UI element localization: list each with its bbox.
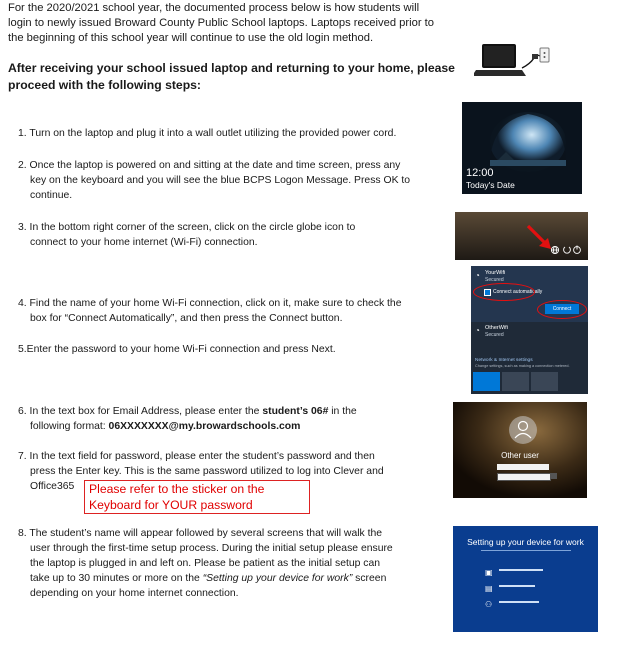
sign-in-arrow-icon[interactable] bbox=[550, 473, 557, 479]
step-3-line-1: 3. In the bottom right corner of the screen, click on the circle globe icon to bbox=[18, 222, 356, 233]
step-8-line-1: 8. The student’s name will appear followed by several screens that will walk the bbox=[18, 528, 383, 539]
wifi-settings-sub: Change settings, such as making a connection metered. bbox=[475, 364, 570, 368]
wifi-net2-status: Secured bbox=[485, 332, 504, 338]
highlight-circle-connect bbox=[537, 300, 587, 319]
wifi-tile-airplane[interactable] bbox=[502, 372, 529, 391]
setup-step-bar-2 bbox=[499, 585, 535, 587]
step-4-line-1: 4. Find the name of your home Wi-Fi connection, click on it, make sure to check the bbox=[18, 298, 402, 309]
highlight-circle bbox=[473, 283, 535, 301]
step-2 bbox=[18, 158, 410, 203]
step-6-email-format: 06XXXXXXX@my.browardschools.com bbox=[108, 421, 301, 432]
lock-screen-image bbox=[462, 102, 582, 194]
wifi-panel-image bbox=[471, 266, 588, 394]
intro-paragraph bbox=[8, 1, 434, 46]
step-6 bbox=[18, 404, 357, 434]
step-1 bbox=[18, 126, 396, 141]
step-5 bbox=[18, 342, 336, 357]
step-8-line-5: depending on your home internet connection. bbox=[30, 588, 239, 599]
wifi-tile-active[interactable] bbox=[473, 372, 500, 391]
step-7-line-1: 7. In the text field for password, please enter the student’s password and then bbox=[18, 451, 375, 462]
heading-line-2: proceed with the following steps: bbox=[8, 78, 201, 92]
password-field[interactable] bbox=[497, 473, 551, 481]
notice-line-1: Please refer to the sticker on the bbox=[89, 482, 265, 496]
step-8-setup-screen-name: “Setting up your device for work” bbox=[202, 573, 353, 584]
step-3-line-2: connect to your home internet (Wi-Fi) connection. bbox=[30, 237, 258, 248]
step-8-text-post: screen bbox=[352, 573, 387, 584]
step-2-line-1: 2. Once the laptop is powered on and sitting at the date and time screen, press any bbox=[18, 160, 401, 171]
wifi-net2-name: OtherWifi bbox=[485, 325, 508, 331]
step-3 bbox=[18, 220, 355, 250]
step-8-line-3: the laptop is plugged in and left on. Please be patient as the initial setup can bbox=[30, 558, 381, 569]
lock-date: Today's Date bbox=[466, 180, 515, 190]
step-8-text-pre: take up to 30 minutes or more on the bbox=[30, 573, 203, 584]
wifi-selected-network bbox=[471, 266, 588, 322]
login-user-label: Other user bbox=[501, 451, 539, 460]
step-2-line-3: continue. bbox=[30, 190, 73, 201]
wifi-settings-link[interactable]: Network & Internet settings bbox=[475, 358, 533, 363]
step-7-line-2: press the Enter key. This is the same password utilized to log into Clever and bbox=[30, 466, 384, 477]
setup-screen-image bbox=[453, 526, 598, 632]
setup-step-bar-1 bbox=[499, 569, 543, 571]
wifi-signal-icon: ◔ bbox=[475, 271, 480, 280]
setup-step-icon-3: ⚇ bbox=[485, 600, 493, 609]
wifi-net1-status: Secured bbox=[485, 277, 504, 283]
step-8-line-2: user through the first-time setup process. During the initial setup please ensure bbox=[30, 543, 393, 554]
step-6-text-post: in the bbox=[328, 406, 357, 417]
setup-step-bar-3 bbox=[499, 601, 539, 603]
step-6-bold-06: student’s 06# bbox=[262, 406, 329, 417]
wifi-tile-hotspot[interactable] bbox=[531, 372, 558, 391]
taskbar-image bbox=[455, 212, 588, 260]
heading-line-1: After receiving your school issued laptop and returning to your home, please bbox=[8, 61, 455, 75]
laptop-power-image bbox=[474, 40, 554, 82]
wifi-net1-name: YourWifi bbox=[485, 270, 506, 276]
step-6-line-2 bbox=[18, 419, 357, 434]
setup-subtitle-line bbox=[481, 550, 571, 551]
setup-title: Setting up your device for work bbox=[467, 537, 584, 547]
email-field[interactable] bbox=[497, 464, 549, 470]
step-6-format-label: following format: bbox=[30, 421, 109, 432]
step-4 bbox=[18, 296, 401, 326]
step-6-text-pre: 6. In the text box for Email Address, please enter the bbox=[18, 406, 263, 417]
intro-line-2: login to newly issued Broward County Public School laptops. Laptops received prior to bbox=[8, 17, 434, 29]
step-6-line-1 bbox=[18, 404, 357, 419]
wifi-connect-button[interactable]: Connect bbox=[545, 304, 579, 314]
login-screen-image bbox=[453, 402, 587, 498]
intro-line-3: the beginning of this school year will continue to use the old login method. bbox=[8, 32, 374, 44]
intro-line-1: For the 2020/2021 school year, the documented process below is how students will bbox=[8, 2, 420, 14]
setup-step-icon-2: ▤ bbox=[485, 584, 493, 593]
notice-line-2: Keyboard for YOUR password bbox=[89, 497, 253, 512]
wifi-connect-auto-label: Connect automatically bbox=[493, 289, 543, 295]
password-notice bbox=[84, 480, 310, 514]
step-8 bbox=[18, 526, 393, 601]
lock-time: 12:00 bbox=[466, 167, 494, 179]
step-7-line-3: Office365 bbox=[30, 481, 75, 492]
step-1-text: 1. Turn on the laptop and plug it into a wall outlet utilizing the provided power cord. bbox=[18, 128, 397, 139]
step-4-line-2: box for “Connect Automatically”, and then press the Connect button. bbox=[30, 313, 343, 324]
step-8-line-4 bbox=[18, 571, 393, 586]
step-5-text: 5.Enter the password to your home Wi-Fi connection and press Next. bbox=[18, 344, 336, 355]
step-2-line-2: key on the keyboard and you will see the blue BCPS Logon Message. Press OK to bbox=[30, 175, 411, 186]
setup-step-icon-1: ▣ bbox=[485, 568, 493, 577]
wifi-signal-icon-2: ◔ bbox=[475, 326, 480, 335]
steps-heading bbox=[8, 60, 455, 94]
